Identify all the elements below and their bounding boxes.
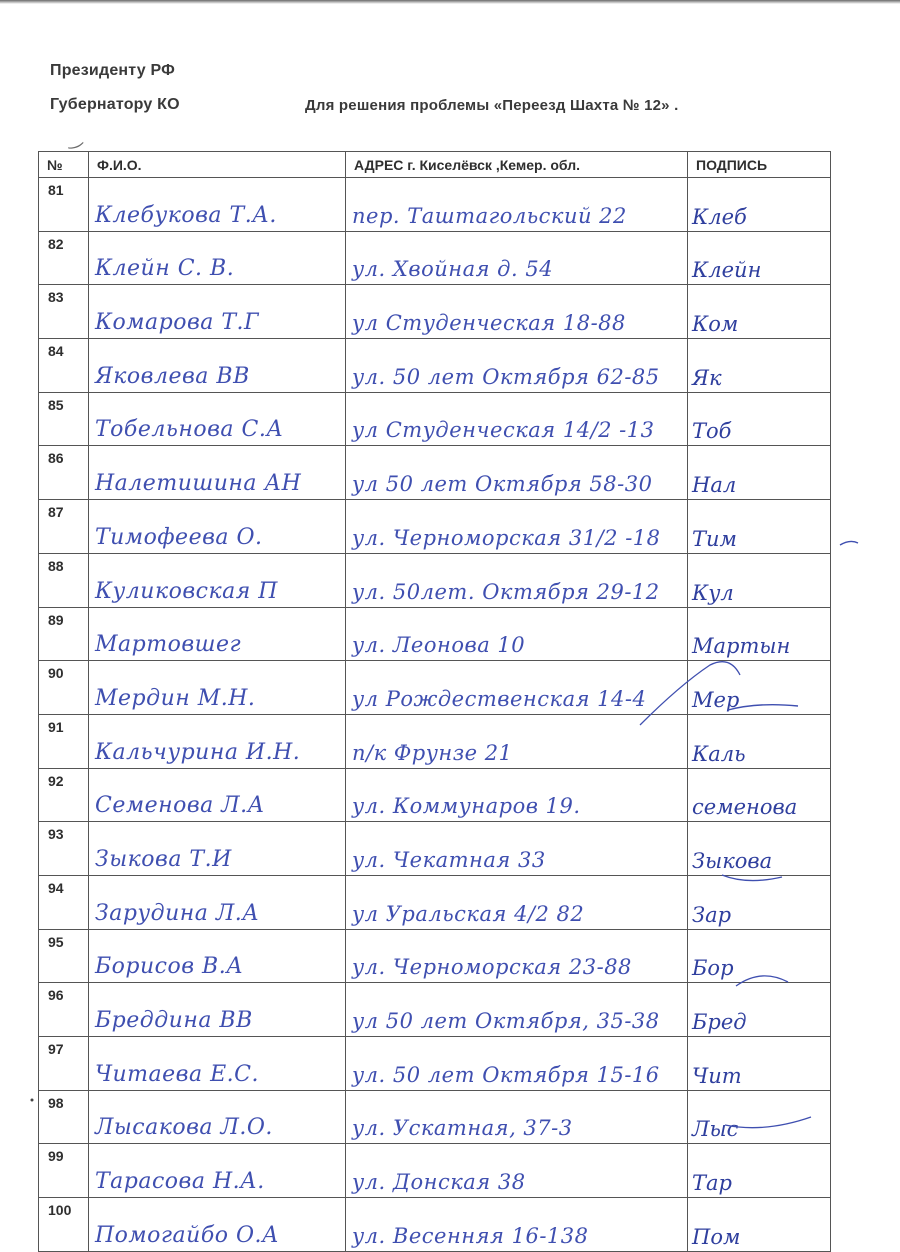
handwritten-name: Борисов В.А: [95, 954, 244, 980]
handwritten-address: ул. 50 лет Октября 62-85: [352, 364, 660, 389]
handwritten-address: ул. Весенняя 16-138: [352, 1223, 589, 1248]
row-number: 93: [39, 822, 89, 876]
handwritten-address: ул 50 лет Октября 58-30: [352, 472, 653, 497]
table-header-row: [39, 152, 831, 178]
row-full-name-cell: [89, 822, 346, 876]
handwritten-address: ул. Черноморская 31/2 -18: [352, 525, 661, 550]
row-number: 81: [39, 178, 89, 232]
handwritten-address: п/к Фрунзе 21: [352, 740, 513, 765]
row-signature-cell: [688, 392, 831, 446]
handwritten-address: ул. Черноморская 23-88: [352, 955, 632, 980]
row-number: 97: [39, 1037, 89, 1091]
table-row: [39, 1144, 831, 1198]
row-address-cell: [346, 285, 688, 339]
row-full-name-cell: [89, 178, 346, 232]
row-full-name-cell: [89, 1144, 346, 1198]
table-row: [39, 1090, 831, 1144]
row-signature-cell: [688, 875, 831, 929]
handwritten-signature: Ком: [692, 312, 739, 337]
row-number: 82: [39, 231, 89, 285]
row-signature-cell: [688, 983, 831, 1037]
row-full-name-cell: [89, 1198, 346, 1252]
handwritten-name: Налетишина АН: [95, 471, 302, 497]
row-signature-cell: [688, 714, 831, 768]
row-full-name-cell: [89, 446, 346, 500]
row-number: 95: [39, 929, 89, 983]
handwritten-address: ул. Леонова 10: [352, 633, 526, 658]
row-number: 83: [39, 285, 89, 339]
row-address-cell: [346, 875, 688, 929]
row-signature-cell: [688, 929, 831, 983]
row-number: 91: [39, 714, 89, 768]
row-full-name-cell: [89, 983, 346, 1037]
handwritten-address: ул 50 лет Октября, 35-38: [352, 1009, 660, 1033]
handwritten-signature: Як: [692, 365, 722, 390]
handwritten-signature: Нал: [692, 473, 737, 498]
handwritten-name: Комарова Т.Г: [95, 310, 260, 336]
row-number: 84: [39, 339, 89, 393]
row-address-cell: [346, 1144, 688, 1198]
handwritten-signature: Тоб: [692, 419, 732, 444]
row-number: 99: [39, 1144, 89, 1198]
row-signature-cell: [688, 285, 831, 339]
handwritten-signature: Тар: [692, 1171, 732, 1196]
row-address-cell: [346, 392, 688, 446]
handwritten-name: Мартовшег: [95, 632, 242, 658]
row-full-name-cell: [89, 768, 346, 822]
handwritten-name: Лысакова Л.О.: [95, 1115, 273, 1141]
handwritten-address: ул. Коммунаров 19.: [352, 794, 581, 819]
row-address-cell: [346, 607, 688, 661]
row-address-cell: [346, 339, 688, 393]
row-number: 88: [39, 553, 89, 607]
row-full-name-cell: [89, 1090, 346, 1144]
row-address-cell: [346, 178, 688, 232]
handwritten-signature: Чит: [692, 1063, 742, 1088]
handwritten-address: ул. Хвойная д. 54: [352, 257, 554, 282]
handwritten-address: пер. Таштагольский 22: [352, 203, 627, 228]
table-row: [39, 178, 831, 232]
addressee-governor: Губернатору КО: [50, 96, 180, 113]
row-full-name-cell: [89, 231, 346, 285]
handwritten-name: Клейн С. В.: [95, 256, 235, 282]
handwritten-signature: Пом: [692, 1224, 741, 1249]
handwritten-address: ул Уральская 4/2 82: [352, 901, 585, 926]
row-address-cell: [346, 446, 688, 500]
row-address-cell: [346, 768, 688, 822]
handwritten-signature: семенова: [692, 795, 798, 820]
row-address-cell: [346, 661, 688, 715]
scan-top-edge: [0, 0, 900, 4]
handwritten-name: Зарудина Л.А: [95, 900, 260, 926]
handwritten-name: Мердин М.Н.: [95, 685, 256, 711]
table-row: [39, 822, 831, 876]
row-number: 86: [39, 446, 89, 500]
handwritten-address: ул Студенческая 18-88: [352, 311, 626, 336]
row-number: 85: [39, 392, 89, 446]
row-signature-cell: [688, 1198, 831, 1252]
table-row: [39, 231, 831, 285]
row-number: 100: [39, 1198, 89, 1252]
row-signature-cell: [688, 607, 831, 661]
row-full-name-cell: [89, 500, 346, 554]
row-signature-cell: [688, 1144, 831, 1198]
col-header-signature: ПОДПИСЬ: [688, 152, 831, 178]
handwritten-signature: Мартын: [692, 634, 791, 659]
row-full-name-cell: [89, 392, 346, 446]
row-full-name-cell: [89, 929, 346, 983]
handwritten-signature: Бред: [692, 1010, 747, 1034]
table-row: [39, 714, 831, 768]
col-header-name: Ф.И.О.: [89, 152, 346, 178]
handwritten-signature: Бор: [692, 956, 734, 981]
table-row: [39, 446, 831, 500]
handwritten-name: Помогайбо О.А: [95, 1222, 280, 1248]
handwritten-address: ул. 50лет. Октября 29-12: [352, 579, 660, 604]
row-signature-cell: [688, 446, 831, 500]
table-row: [39, 1037, 831, 1091]
handwritten-name: Бреддина ВВ: [95, 1008, 253, 1033]
row-signature-cell: [688, 231, 831, 285]
row-full-name-cell: [89, 714, 346, 768]
handwritten-name: Читаева Е.С.: [95, 1061, 259, 1087]
row-signature-cell: [688, 822, 831, 876]
handwritten-signature: Каль: [692, 741, 746, 766]
signature-table: [38, 151, 831, 1252]
row-number: 92: [39, 768, 89, 822]
row-full-name-cell: [89, 875, 346, 929]
addressee-president: Президенту РФ: [50, 62, 175, 79]
row-address-cell: [346, 1037, 688, 1091]
handwritten-name: Клебукова Т.А.: [95, 202, 277, 228]
table-row: [39, 339, 831, 393]
handwritten-name: Кальчурина И.Н.: [95, 739, 301, 765]
handwritten-signature: Тим: [692, 526, 737, 551]
row-signature-cell: [688, 661, 831, 715]
row-signature-cell: [688, 1090, 831, 1144]
handwritten-signature: Мер: [692, 687, 740, 712]
handwritten-address: ул Рождественская 14-4: [352, 686, 647, 711]
row-address-cell: [346, 822, 688, 876]
table-row: [39, 875, 831, 929]
handwritten-signature: Зыкова: [692, 848, 773, 873]
row-full-name-cell: [89, 1037, 346, 1091]
row-address-cell: [346, 929, 688, 983]
petition-subject: Для решения проблемы «Переезд Шахта № 12» .: [305, 97, 679, 114]
row-full-name-cell: [89, 607, 346, 661]
handwritten-address: ул. Ускатная, 37-3: [352, 1116, 573, 1141]
handwritten-signature: Клеб: [692, 204, 747, 229]
row-number: 94: [39, 875, 89, 929]
row-address-cell: [346, 714, 688, 768]
row-address-cell: [346, 983, 688, 1037]
handwritten-address: ул. Чекатная 33: [352, 847, 546, 872]
handwritten-signature: Лыс: [692, 1117, 739, 1142]
row-full-name-cell: [89, 553, 346, 607]
row-address-cell: [346, 1198, 688, 1252]
stray-pen-mark: ‿: [62, 126, 84, 151]
handwritten-address: ул Студенческая 14/2 -13: [352, 418, 655, 443]
row-full-name-cell: [89, 339, 346, 393]
row-address-cell: [346, 1090, 688, 1144]
row-address-cell: [346, 500, 688, 554]
handwritten-address: ул. Донская 38: [352, 1170, 526, 1195]
table-row: [39, 983, 831, 1037]
handwritten-name: Зыкова Т.И: [95, 846, 232, 872]
table-row: [39, 661, 831, 715]
handwritten-name: Яковлева ВВ: [95, 363, 250, 389]
row-number: 98: [39, 1090, 89, 1144]
handwritten-name: Куликовская П: [95, 578, 278, 604]
row-number: 96: [39, 983, 89, 1037]
row-number: 90: [39, 661, 89, 715]
handwritten-name: Тобельнова С.А: [95, 417, 284, 443]
handwritten-signature: Зар: [692, 902, 732, 927]
row-number: 87: [39, 500, 89, 554]
row-signature-cell: [688, 339, 831, 393]
row-signature-cell: [688, 1037, 831, 1091]
handwritten-name: Семенова Л.А: [95, 793, 265, 819]
table-row: [39, 392, 831, 446]
table-row: [39, 553, 831, 607]
table-row: [39, 929, 831, 983]
handwritten-name: Тарасова Н.А.: [95, 1169, 265, 1195]
table-row: [39, 607, 831, 661]
table-row: [39, 500, 831, 554]
col-header-address: АДРЕС г. Киселёвск ,Кемер. обл.: [346, 152, 688, 178]
row-signature-cell: [688, 500, 831, 554]
row-full-name-cell: [89, 285, 346, 339]
table-row: [39, 285, 831, 339]
handwritten-name: Тимофеева О.: [95, 524, 263, 550]
handwritten-signature: Кул: [692, 580, 734, 605]
row-address-cell: [346, 553, 688, 607]
row-signature-cell: [688, 553, 831, 607]
row-signature-cell: [688, 768, 831, 822]
handwritten-signature: Клейн: [692, 258, 762, 283]
row-number: 89: [39, 607, 89, 661]
table-row: [39, 1198, 831, 1252]
handwritten-address: ул. 50 лет Октября 15-16: [352, 1062, 660, 1087]
col-header-number: №: [39, 152, 89, 178]
row-full-name-cell: [89, 661, 346, 715]
row-address-cell: [346, 231, 688, 285]
table-row: [39, 768, 831, 822]
row-signature-cell: [688, 178, 831, 232]
